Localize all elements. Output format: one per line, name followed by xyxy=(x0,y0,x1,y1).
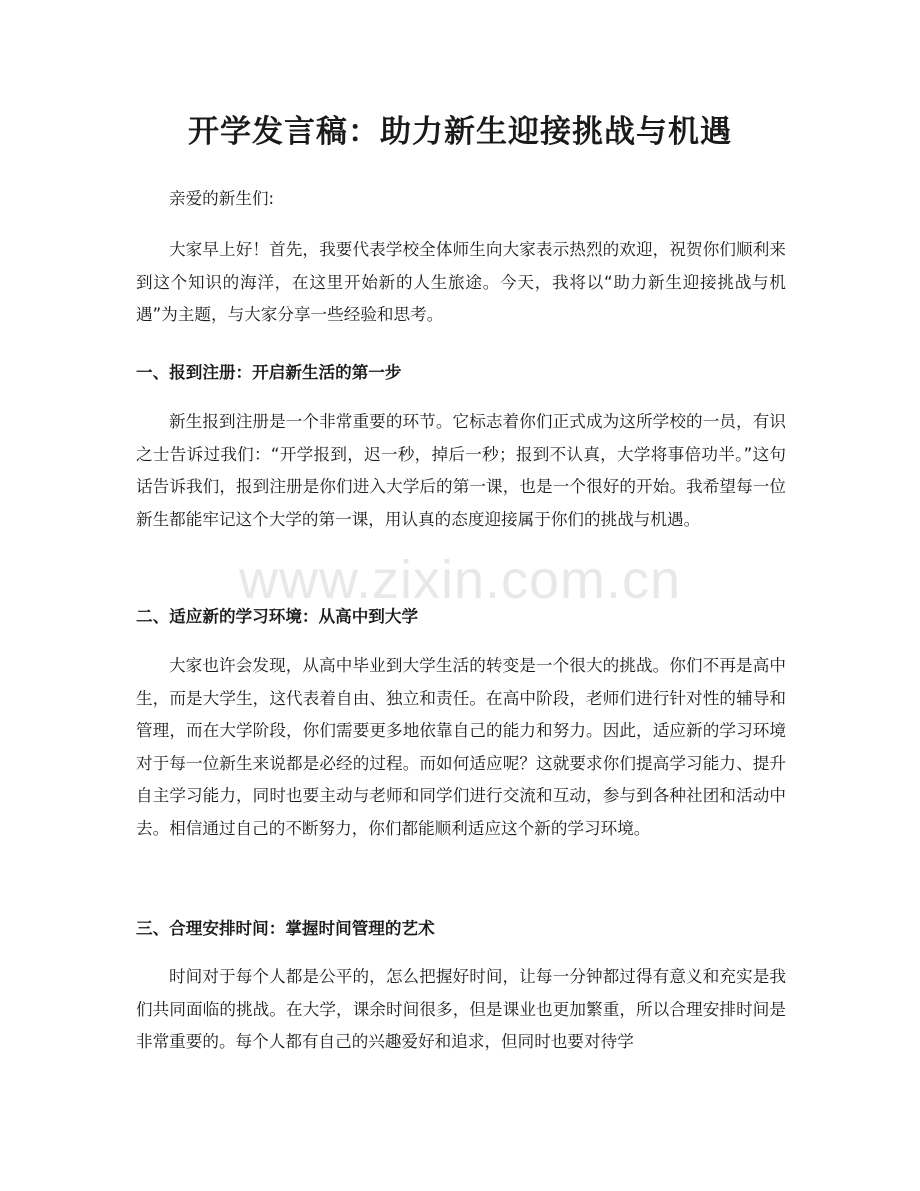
section-body-time-management: 时间对于每个人都是公平的，怎么把握好时间，让每一分钟都过得有意义和充实是我们共同面临的挑战。在大学，课余时间很多，但是课业也更加繁重，所以合理安排时间是非常重要的。每个人都有自己的兴趣爱好和追求，但同时也要对待学 xyxy=(136,967,786,1052)
section-heading-time-management: 三、合理安排时间：掌握时间管理的艺术 xyxy=(136,919,435,938)
watermark: www.zixin.com.cn xyxy=(238,550,682,610)
document-title: 开学发言稿：助力新生迎接挑战与机遇 xyxy=(188,114,732,150)
greeting: 亲爱的新生们: xyxy=(169,189,275,208)
section-heading-registration: 一、报到注册：开启新生活的第一步 xyxy=(136,363,402,382)
section-heading-adaptation: 二、适应新的学习环境：从高中到大学 xyxy=(136,607,419,626)
intro-paragraph: 大家早上好！首先，我要代表学校全体师生向大家表示热烈的欢迎，祝贺你们顺利来到这个知识的海洋，在这里开始新的人生旅途。今天，我将以“助力新生迎接挑战与机遇”为主题，与大家分享一些经验和思考。 xyxy=(136,240,786,325)
section-body-registration: 新生报到注册是一个非常重要的环节。它标志着你们正式成为这所学校的一员，有识之士告诉过我们：“开学报到，迟一秒，掉后一秒；报到不认真，大学将事倍功半。”这句话告诉我们，报到注册是你们进入大学后的第一课，也是一个很好的开始。我希望每一位新生都能牢记这个大学的第一课，用认真的态度迎接属于你们的挑战与机遇。 xyxy=(136,412,786,529)
section-body-adaptation: 大家也许会发现，从高中毕业到大学生活的转变是一个很大的挑战。你们不再是高中生，而是大学生，这代表着自由、独立和责任。在高中阶段，老师们进行针对性的辅导和管理，而在大学阶段，你们需要更多地依靠自己的能力和努力。因此，适应新的学习环境对于每一位新生来说都是必经的过程。而如何适应呢？这就要求你们提高学习能力、提升自主学习能力，同时也要主动与老师和同学们进行交流和互动，参与到各种社团和活动中去。相信通过自己的不断努力，你们都能顺利适应这个新的学习环境。 xyxy=(136,656,786,838)
